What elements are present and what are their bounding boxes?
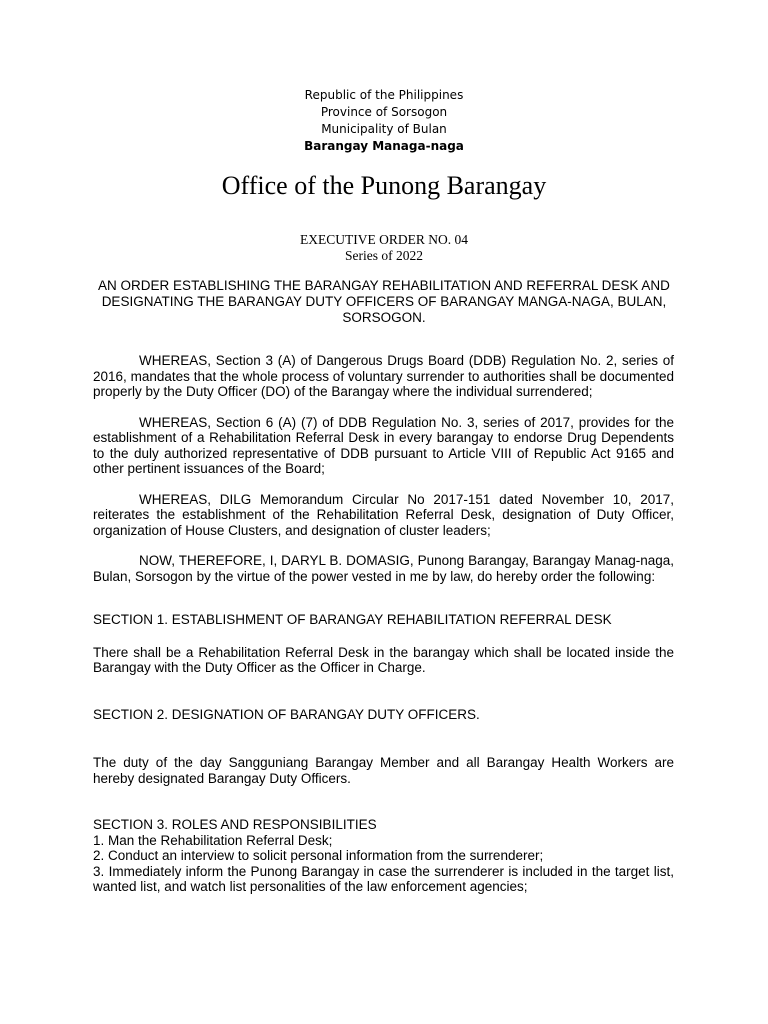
office-title: Office of the Punong Barangay: [221, 171, 547, 200]
now-therefore-clause: NOW, THEREFORE, I, DARYL B. DOMASIG, Punong Barangay, Barangay Manag-naga, Bulan, Sorsogon by the virtue of the power vested in me by law, do hereby order the following:: [93, 553, 674, 584]
letterhead-municipality: Municipality of Bulan: [321, 122, 447, 136]
section2-text: The duty of the day Sangguniang Barangay Member and all Barangay Health Workers are hereby designated Barangay Duty Officers.: [93, 755, 674, 786]
section1-text: There shall be a Rehabilitation Referral Desk in the barangay which shall be located inside the Barangay with the Duty Officer as the Officer in Charge.: [93, 644, 674, 675]
executive-order-number: EXECUTIVE ORDER NO. 04: [300, 232, 468, 247]
section2-heading: SECTION 2. DESIGNATION OF BARANGAY DUTY OFFICERS.: [93, 706, 480, 722]
letterhead-country: Republic of the Philippines: [304, 88, 464, 102]
letterhead-barangay: Barangay Managa-naga: [304, 139, 464, 153]
whereas-clause: WHEREAS, Section 3 (A) of Dangerous Drugs Board (DDB) Regulation No. 2, series of 2016, mandates that the whole process of voluntary surrender to authorities shall be documented properly by the Duty Officer (DO) of the Barangay where the individual surrendered;: [93, 353, 674, 399]
whereas-clause: WHEREAS, DILG Memorandum Circular No 2017-151 dated November 10, 2017, reiterates the establishment of the Rehabilitation Referral Desk, designation of Duty Officer, organization of House Clusters, and designation of cluster leaders;: [93, 491, 674, 538]
document-body: [93, 353, 674, 895]
section3-heading: SECTION 3. ROLES AND RESPONSIBILITIES: [93, 817, 377, 832]
order-title: AN ORDER ESTABLISHING THE BARANGAY REHABILITATION AND REFERRAL DESK AND DESIGNATING THE BARANGAY DUTY OFFICERS OF BARANGAY MANGA-NAGA, BULAN, SORSOGON.: [98, 278, 670, 325]
whereas-clause: WHEREAS, Section 6 (A) (7) of DDB Regulation No. 3, series of 2017, provides for the establishment of a Rehabilitation Referral Desk in every barangay to endorse Drug Dependents to the duly authorized representative of DDB pursuant to Article VIII of Republic Act 9165 and other pertinent issuances of the Board;: [93, 414, 674, 476]
list-item: 2. Conduct an interview to solicit personal information from the surrenderer;: [93, 848, 544, 863]
executive-order-series: Series of 2022: [345, 248, 423, 263]
section1-heading: SECTION 1. ESTABLISHMENT OF BARANGAY REHABILITATION REFERRAL DESK: [93, 612, 612, 627]
list-item: 3. Immediately inform the Punong Barangay in case the surrenderer is included in the target list, wanted list, and watch list personalities of the law enforcement agencies;: [93, 863, 674, 894]
letterhead: [0, 87, 768, 155]
section3-list: [93, 833, 674, 895]
executive-order-header: [0, 232, 768, 264]
letterhead-province: Province of Sorsogon: [320, 105, 448, 119]
list-item: 1. Man the Rehabilitation Referral Desk;: [93, 832, 333, 848]
